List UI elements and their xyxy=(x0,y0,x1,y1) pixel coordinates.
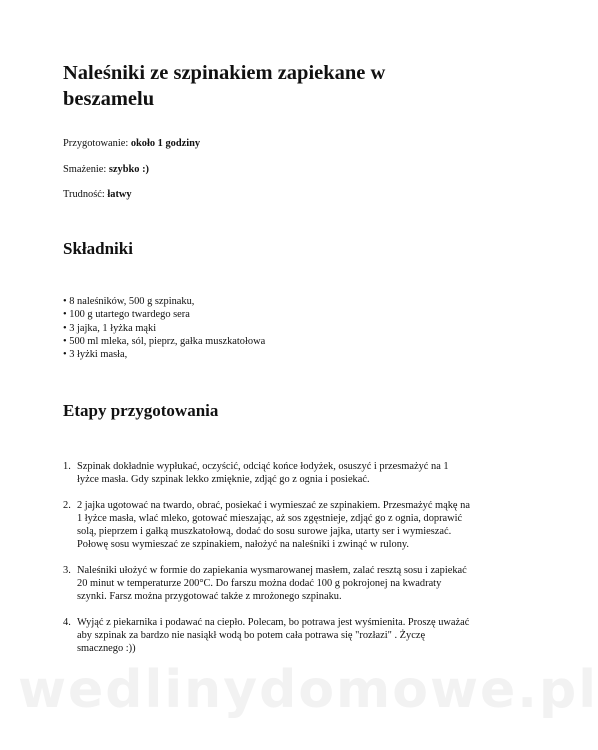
step-item xyxy=(63,616,473,656)
steps-list xyxy=(63,460,473,668)
step-item xyxy=(63,499,473,552)
difficulty-line xyxy=(63,188,132,201)
step-item xyxy=(63,460,473,487)
step-text: Wyjąć z piekarnika i podawać na ciepło. Polecam, bo potrawa jest wyśmienita. Proszę uważać aby szpinak za bardzo nie nasiąkł wodą bo potem cała potrawa się "rozłazi" . Życzę smacznego :)) xyxy=(77,616,470,655)
prep-time-line xyxy=(63,137,200,150)
step-number: 3. xyxy=(63,564,71,576)
step-number: 1. xyxy=(63,461,71,472)
step-text: 2 jajka ugotować na twardo, obrać, posiekać i wymieszać ze szpinakiem. Przesmażyć mąkę na 1 łyżce masła, wlać mleko, gotować mieszając, aż sos zgęstnieje, zdjąć go z ognia, doprawić solą, pieprzem i gałką muszkatołową, dodać do sosu surowe jajka, utarty ser i wymieszać. Połowę sosu wymieszać ze szpinakiem, nałożyć na naleśniki i zwinąć w rulony. xyxy=(77,499,470,551)
step-number: 4. xyxy=(63,616,71,628)
prep-time-label: Przygotowanie: xyxy=(63,138,129,149)
step-text: Szpinak dokładnie wypłukać, oczyścić, odciąć końce łodyżek, osuszyć i przesmażyć na 1 łyżce masła. Gdy szpinak lekko zmięknie, zdjąć go z ognia i posiekać. xyxy=(77,461,449,486)
steps-heading: Etapy przygotowania xyxy=(63,401,219,420)
step-text: Naleśniki ułożyć w formie do zapiekania wysmarowanej masłem, zalać resztą sosu i zapiekać 20 minut w temperaturze 200°C. Do farszu można dodać 100 g pokrojonej na kwadraty szynki. Farsz można przygotować także z mrożonego szpinaku. xyxy=(77,564,467,603)
step-number: 2. xyxy=(63,499,71,511)
ingredient-item: • 3 łyżki masła, xyxy=(63,348,265,361)
difficulty-value: łatwy xyxy=(107,189,132,200)
step-item xyxy=(63,564,473,604)
ingredients-list xyxy=(63,295,265,361)
difficulty-label: Trudność: xyxy=(63,189,105,200)
ingredient-item: • 500 ml mleka, sól, pieprz, gałka muszkatołowa xyxy=(63,335,265,348)
ingredient-item: • 3 jajka, 1 łyżka mąki xyxy=(63,322,265,335)
ingredient-item: • 8 naleśników, 500 g szpinaku, xyxy=(63,295,265,308)
fry-time-label: Smażenie: xyxy=(63,164,107,175)
site-watermark: wedlinydomowe.pl xyxy=(18,660,598,720)
ingredients-heading: Składniki xyxy=(63,239,133,258)
recipe-title: Naleśniki ze szpinakiem zapiekane w beszamelu xyxy=(63,62,386,110)
fry-time-value: szybko :) xyxy=(108,164,150,175)
prep-time-value: około 1 godziny xyxy=(130,138,201,149)
ingredient-item: • 100 g utartego twardego sera xyxy=(63,308,265,321)
fry-time-line xyxy=(63,163,149,176)
